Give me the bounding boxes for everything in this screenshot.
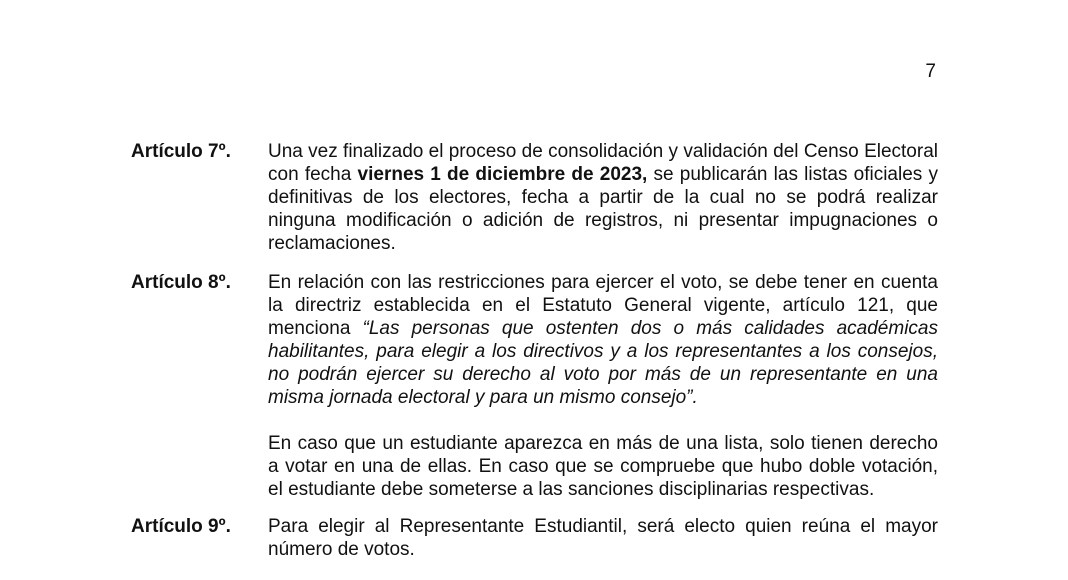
article-8-paragraph-1 — [268, 271, 938, 409]
article-8-label: Artículo 8º. — [131, 272, 231, 293]
article-8 — [131, 271, 938, 501]
article-7 — [131, 140, 938, 255]
article-7-date: viernes 1 de diciembre de 2023, — [357, 164, 648, 185]
article-9 — [131, 515, 938, 561]
article-9-body — [268, 515, 938, 561]
article-9-label: Artículo 9º. — [131, 516, 231, 537]
article-7-body — [268, 140, 938, 255]
article-8-paragraph-2: En caso que un estudiante aparezca en más de una lista, solo tienen derecho a votar en una de ellas. En caso que se compruebe que hubo doble votación, el estudiante debe someterse a las sanciones disciplinarias respectivas. — [268, 433, 938, 500]
page-number: 7 — [925, 61, 936, 82]
article-9-paragraph: Para elegir al Representante Estudiantil, será electo quien reúna el mayor número de votos. — [268, 516, 938, 560]
article-7-text-end: se publicarán las listas oficiales y definitivas de los electores, fecha a partir de la cual no se podrá realizar ninguna modificación o adición de registros, ni presentar impugnaciones o reclamaciones. — [268, 164, 938, 254]
article-8-body — [268, 271, 938, 501]
article-7-label: Artículo 7º. — [131, 141, 231, 162]
article-7-text-start: Una vez finalizado el proceso de consolidación y validación del Censo Electoral con fecha — [268, 141, 938, 185]
article-8-quote: “Las personas que ostenten dos o más calidades académicas habilitantes, para elegir a los directivos y a los representantes a los consejos, no podrán ejercer su derecho al voto por más de un representante en una misma jornada electoral y para un mismo consejo”. — [268, 318, 938, 408]
article-8-intro: En relación con las restricciones para ejercer el voto, se debe tener en cuenta la directriz establecida en el Estatuto General vigente, artículo 121, que menciona — [268, 272, 938, 339]
article-7-paragraph — [268, 140, 938, 255]
